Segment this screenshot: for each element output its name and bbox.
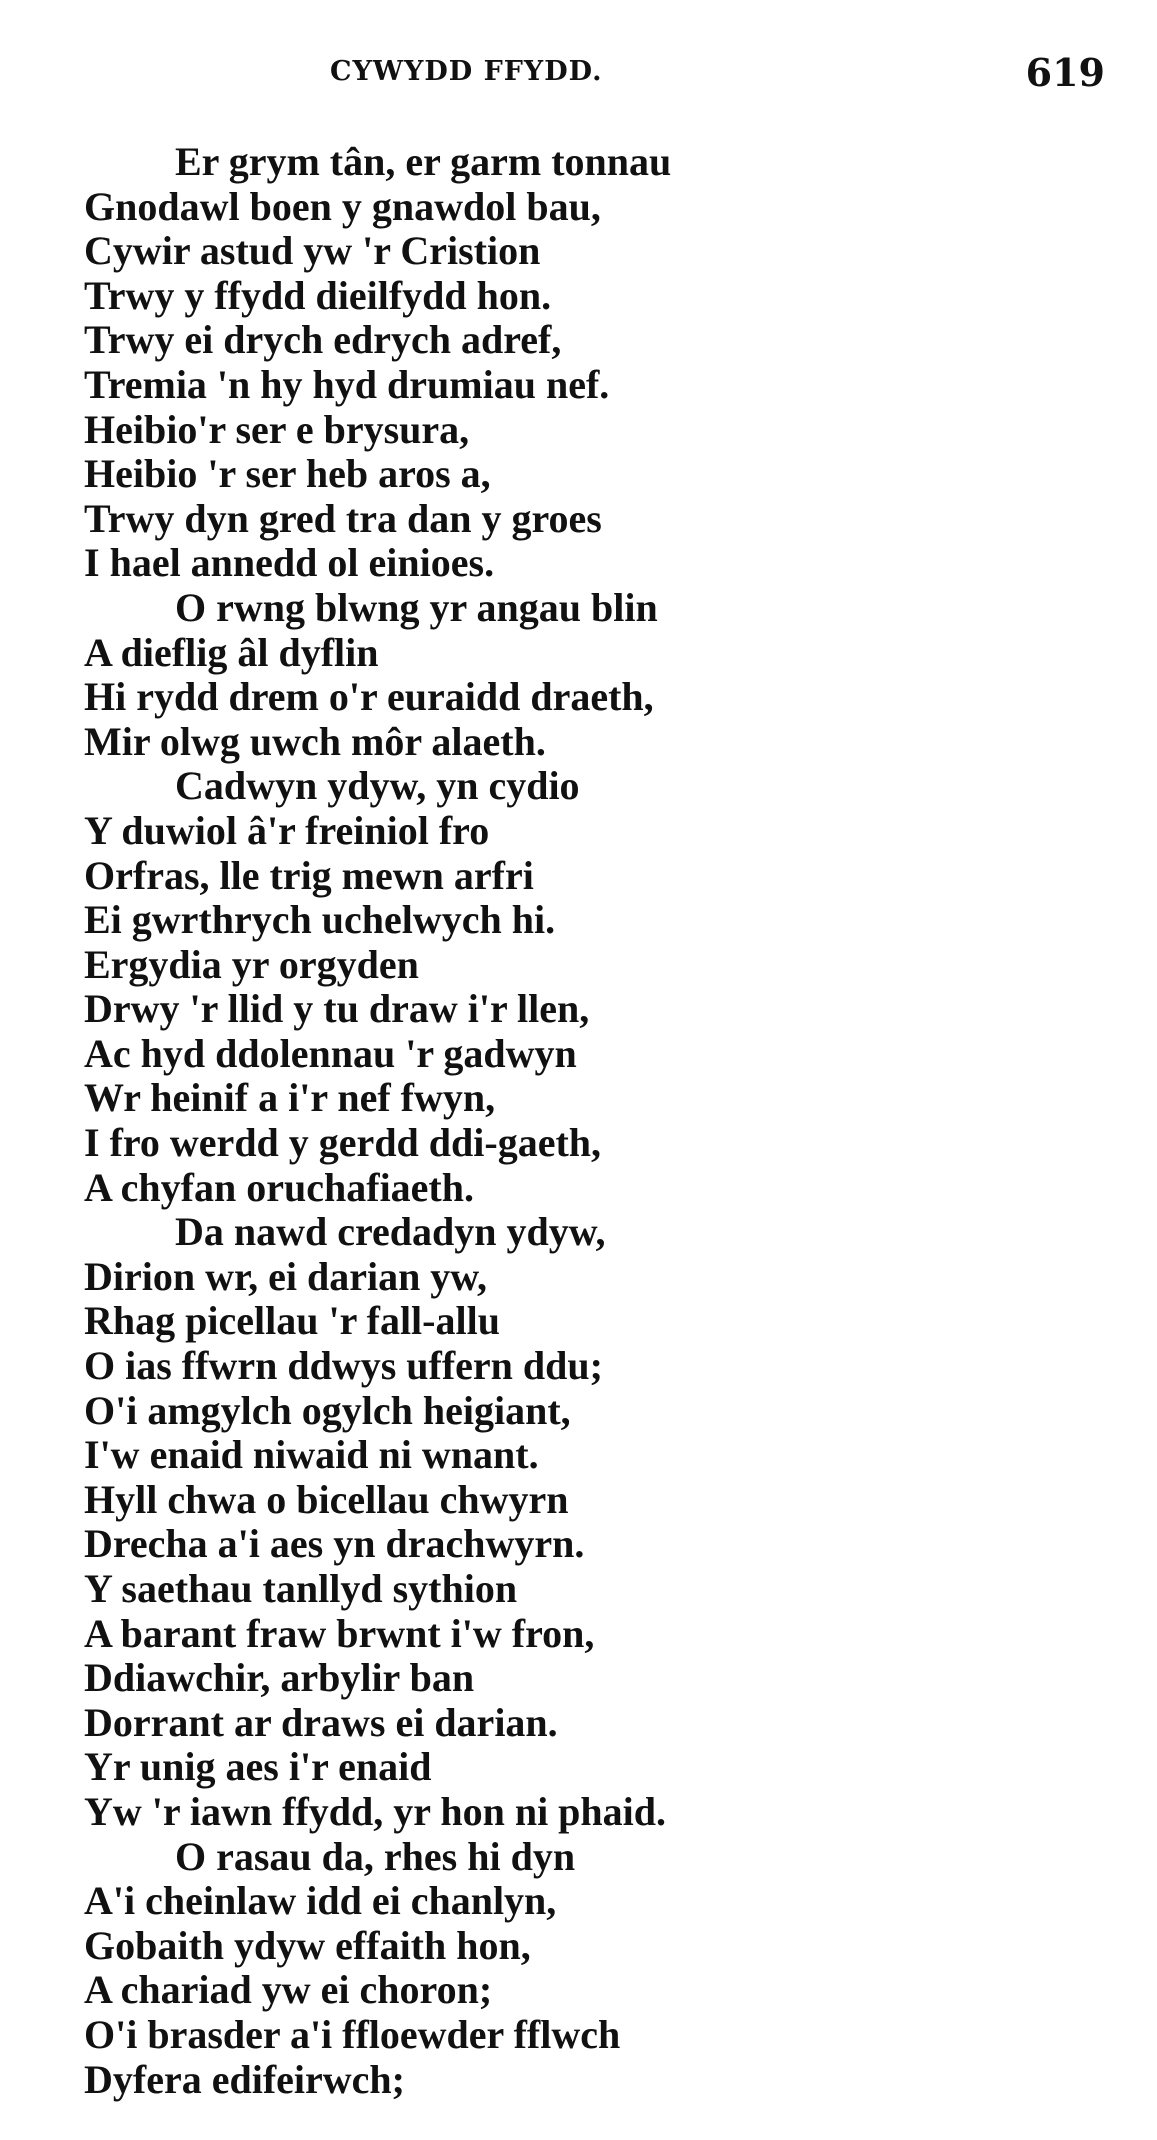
verse-line: Da nawd credadyn ydyw, <box>175 1209 606 1255</box>
verse-line: Hyll chwa o bicellau chwyrn <box>84 1476 569 1522</box>
verse-line: Trwy dyn gred tra dan y groes <box>84 495 602 541</box>
verse-line: Tremia 'n hy hyd drumiau nef. <box>84 361 610 407</box>
verse-line: Cywir astud yw 'r Cristion <box>84 228 541 274</box>
verse-line: O'i amgylch ogylch heigiant, <box>84 1387 571 1433</box>
verse-line: Ergydia yr orgyden <box>84 941 419 987</box>
running-title: CYWYDD FFYDD. <box>330 56 603 87</box>
verse-line: Drwy 'r llid y tu draw i'r llen, <box>84 986 590 1032</box>
verse-line: Dyfera edifeirwch; <box>84 2056 405 2102</box>
verse-line: Orfras, lle trig mewn arfri <box>84 852 534 898</box>
verse-line: Trwy ei drych edrych adref, <box>84 317 562 363</box>
verse-line: Yw 'r iawn ffydd, yr hon ni phaid. <box>84 1788 667 1834</box>
verse-line: Mir olwg uwch môr alaeth. <box>84 718 546 764</box>
verse-line: Y duwiol â'r freiniol fro <box>84 807 490 853</box>
verse-line: A'i cheinlaw idd ei chanlyn, <box>84 1878 557 1924</box>
verse-line: Heibio 'r ser heb aros a, <box>84 451 491 497</box>
verse-line: Trwy y ffydd dieilfydd hon. <box>84 272 552 318</box>
verse-line: Rhag picellau 'r fall-allu <box>84 1298 500 1344</box>
verse-line: Dorrant ar draws ei darian. <box>84 1699 558 1745</box>
verse-line: Heibio'r ser e brysura, <box>84 406 470 452</box>
verse-line: I hael annedd ol einioes. <box>84 540 495 586</box>
verse-line: Y saethau tanllyd sythion <box>84 1566 518 1611</box>
verse-line: A chyfan oruchafiaeth. <box>84 1164 474 1210</box>
verse-line: Gnodawl boen y gnawdol bau, <box>84 183 601 229</box>
verse-line: Drecha a'i aes yn drachwyrn. <box>84 1521 585 1567</box>
verse-line: O'i brasder a'i ffloewder fflwch <box>84 2011 621 2057</box>
poem-body <box>84 140 1084 2102</box>
verse-line: Yr unig aes i'r enaid <box>84 1744 432 1790</box>
verse-line: Er grym tân, er garm tonnau <box>175 139 672 184</box>
verse-line: I'w enaid niwaid ni wnant. <box>84 1432 539 1478</box>
verse-line: A barant fraw brwnt i'w fron, <box>84 1610 595 1656</box>
verse-line: O rwng blwng yr angau blin <box>175 584 658 630</box>
running-head <box>0 50 1157 100</box>
verse-line: O rasau da, rhes hi dyn <box>175 1833 576 1879</box>
verse-line: O ias ffwrn ddwys uffern ddu; <box>84 1343 603 1389</box>
verse-line: I fro werdd y gerdd ddi-gaeth, <box>84 1120 602 1166</box>
verse-line: Ddiawchir, arbylir ban <box>84 1655 475 1701</box>
verse-line: Dirion wr, ei darian yw, <box>84 1253 487 1299</box>
verse-line: Ei gwrthrych uchelwych hi. <box>84 897 556 943</box>
verse-line: A dieflig âl dyflin <box>84 629 379 675</box>
verse-line: Cadwyn ydyw, yn cydio <box>175 763 580 809</box>
verse-line: Hi rydd drem o'r euraidd draeth, <box>84 674 654 720</box>
verse-line: A chariad yw ei choron; <box>84 1967 493 2013</box>
page-number: 619 <box>1025 50 1105 95</box>
verse-line: Ac hyd ddolennau 'r gadwyn <box>84 1030 577 1076</box>
verse-line: Gobaith ydyw effaith hon, <box>84 1922 531 1968</box>
verse-line: Wr heinif a i'r nef fwyn, <box>84 1075 496 1121</box>
